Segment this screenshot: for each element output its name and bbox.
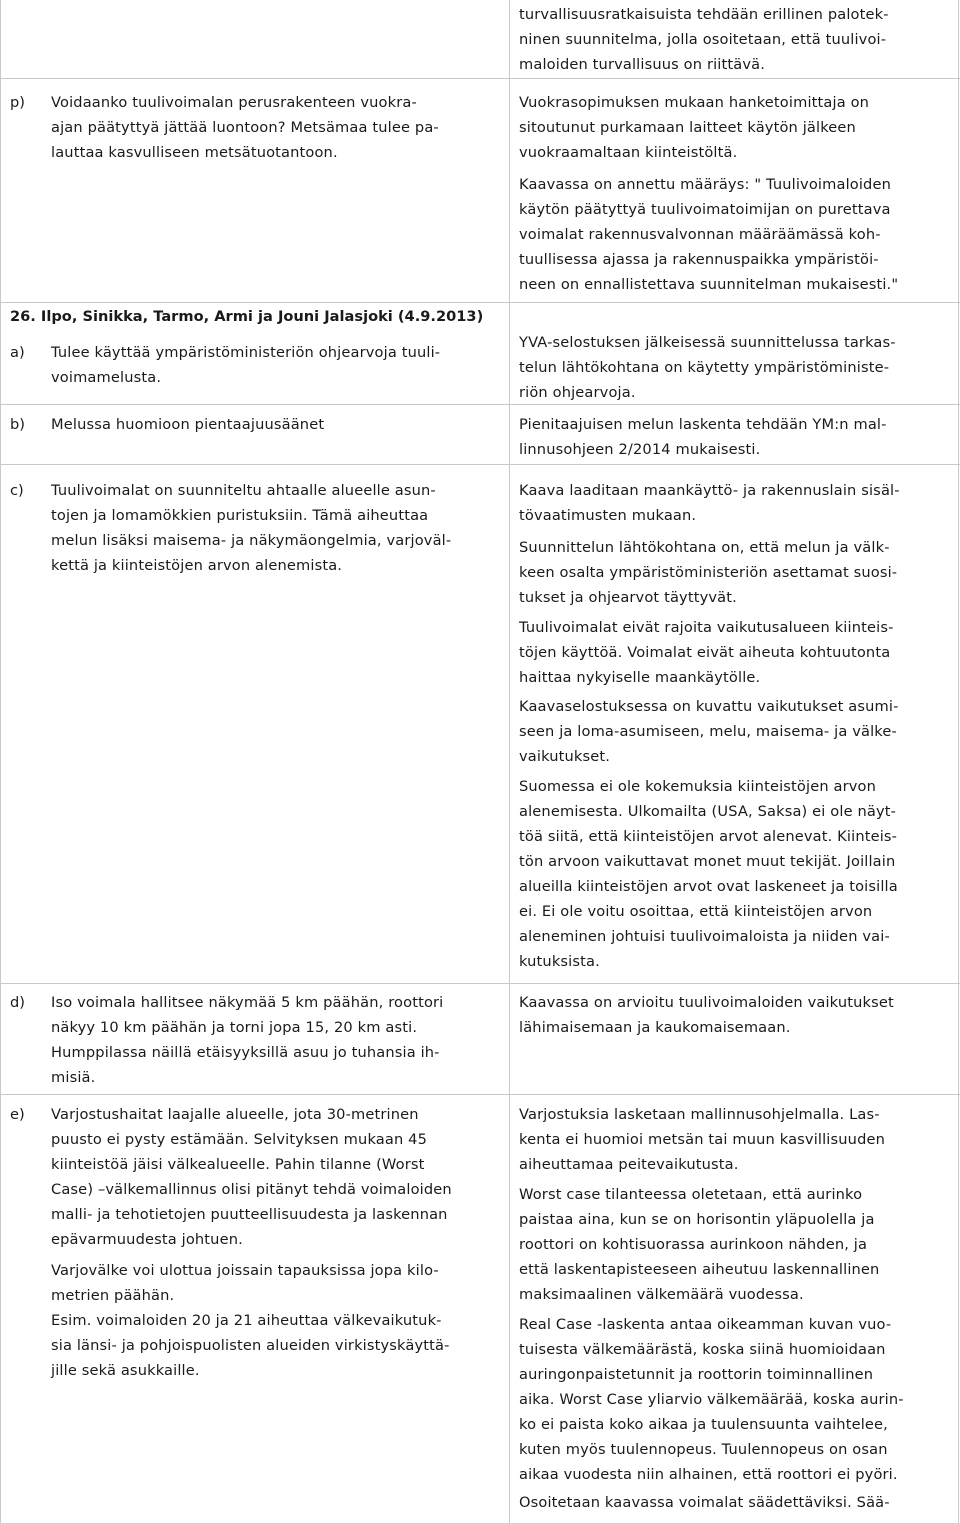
row-divider bbox=[0, 1094, 960, 1095]
answer-e-2: Worst case tilanteessa oletetaan, että aurinko paistaa aina, kun se on horisontin yläpuolella ja roottori on kohtisuorassa aurinkoon nähden, ja että laskentapisteeseen aiheutuu laskennallinen maksimaalinen välkemäärä vuodessa. bbox=[519, 1186, 880, 1303]
table-border-right bbox=[958, 0, 959, 1523]
item-label-a: a) bbox=[10, 344, 25, 361]
question-e-2: Varjovälke voi ulottua joissain tapauksissa jopa kilo- metrien päähän. bbox=[51, 1262, 439, 1304]
answer-c-4: Kaavaselostuksessa on kuvattu vaikutukset asumi- seen ja loma-asumiseen, melu, maisema- ja välke- vaikutukset. bbox=[519, 698, 899, 765]
question-b: Melussa huomioon pientaajuusäänet bbox=[51, 416, 325, 433]
answer-a: YVA-selostuksen jälkeisessä suunnittelussa tarkas- telun lähtökohtana on käytetty ympäristöministe- riön ohjearvoja. bbox=[519, 334, 896, 401]
answer-d: Kaavassa on arvioitu tuulivoimaloiden vaikutukset lähimaisemaan ja kaukomaisemaan. bbox=[519, 994, 894, 1036]
column-divider bbox=[509, 0, 510, 1523]
answer-e-3: Real Case -laskenta antaa oikeamman kuvan vuo- tuisesta välkemäärästä, koska siinä huomioidaan auringonpaistetunnit ja roottorin toiminnallinen aika. Worst Case yliarvio välkemäärää, koska aurin- ko ei paista koko aikaa ja tuulensuunta vaihtelee, kuten myös tuulennopeus. Tuulennopeus on osan aikaa vuodesta niin alhainen, että roottori ei pyöri. bbox=[519, 1316, 904, 1483]
answer-c-5: Suomessa ei ole kokemuksia kiinteistöjen arvon alenemisesta. Ulkomailta (USA, Saksa) ei ole näyt- töä siitä, että kiinteistöjen arvot alenevat. Kiinteis- tön arvoon vaikuttavat monet muut tekijät. Joillain alueilla kiinteistöjen arvot ovat laskeneet ja toisilla ei. Ei ole voitu osoittaa, että kiinteistöjen arvon aleneminen johtuisi tuulivoimaloista ja niiden vai- kutuksista. bbox=[519, 778, 898, 970]
row-divider bbox=[0, 302, 960, 303]
question-c: Tuulivoimalat on suunniteltu ahtaalle alueelle asun- tojen ja lomamökkien puristuksiin. Tämä aiheuttaa melun lisäksi maisema- ja näkymäongelmia, varjoväl- kettä ja kiinteistöjen arvon alenemista. bbox=[51, 482, 452, 574]
question-p: Voidaanko tuulivoimalan perusrakenteen vuokra- ajan päätyttyä jättää luontoon? Metsämaa tulee pa- lauttaa kasvulliseen metsätuotantoon. bbox=[51, 94, 439, 161]
item-label-d: d) bbox=[10, 994, 25, 1011]
item-label-e: e) bbox=[10, 1106, 25, 1123]
answer-c-1: Kaava laaditaan maankäyttö- ja rakennuslain sisäl- tövaatimusten mukaan. bbox=[519, 482, 900, 524]
answer-c-3: Tuulivoimalat eivät rajoita vaikutusalueen kiinteis- töjen käyttöä. Voimalat eivät aiheuta kohtuutonta haittaa nykyiselle maankäytölle. bbox=[519, 619, 894, 686]
answer-p-2: Kaavassa on annettu määräys: " Tuulivoimaloiden käytön päätyttyä tuulivoimatoimijan on purettava voimalat rakennusvalvonnan määräämässä koh- tuullisessa ajassa ja rakennuspaikka ympäristöi- neen on ennallistettava suunnitelman mukaisesti." bbox=[519, 176, 899, 293]
answer-e-4: Osoitetaan kaavassa voimalat säädettäviksi. Sää- bbox=[519, 1494, 890, 1511]
section-heading: 26. Ilpo, Sinikka, Tarmo, Armi ja Jouni Jalasjoki (4.9.2013) bbox=[10, 308, 484, 325]
item-label-c: c) bbox=[10, 482, 24, 499]
row-divider bbox=[0, 464, 960, 465]
answer-p-1: Vuokrasopimuksen mukaan hanketoimittaja on sitoutunut purkamaan laitteet käytön jälkeen vuokraamaltaan kiinteistöltä. bbox=[519, 94, 870, 161]
row-divider bbox=[0, 78, 960, 79]
answer-c-2: Suunnittelun lähtökohtana on, että melun ja välk- keen osalta ympäristöministeriön asettamat suosi- tukset ja ohjearvot täyttyvät. bbox=[519, 539, 898, 606]
answer-continuation: turvallisuusratkaisuista tehdään erillinen palotek- ninen suunnitelma, jolla osoitetaan, että tuulivoi- maloiden turvallisuus on riittävä. bbox=[519, 6, 889, 73]
table-border-left bbox=[0, 0, 1, 1523]
question-e-1: Varjostushaitat laajalle alueelle, jota 30-metrinen puusto ei pysty estämään. Selvityksen mukaan 45 kiinteistöä jäisi välkealueelle. Pahin tilanne (Worst Case) –välkemallinnus olisi pitänyt tehdä voimaloiden malli- ja tehotietojen puutteellisuudesta ja laskennan epävarmuudesta johtuen. bbox=[51, 1106, 452, 1248]
row-divider bbox=[0, 983, 960, 984]
answer-e-1: Varjostuksia lasketaan mallinnusohjelmalla. Las- kenta ei huomioi metsän tai muun kasvillisuuden aiheuttamaa peitevaikutusta. bbox=[519, 1106, 886, 1173]
question-e-3: Esim. voimaloiden 20 ja 21 aiheuttaa välkevaikutuk- sia länsi- ja pohjoispuolisten alueiden virkistyskäyttä- jille sekä asukkaille. bbox=[51, 1312, 450, 1379]
answer-b: Pienitaajuisen melun laskenta tehdään YM:n mal- linnusohjeen 2/2014 mukaisesti. bbox=[519, 416, 887, 458]
item-label-p: p) bbox=[10, 94, 25, 111]
question-d: Iso voimala hallitsee näkymää 5 km päähän, roottori näkyy 10 km päähän ja torni jopa 15, 20 km asti. Humppilassa näillä etäisyyksillä asuu jo tuhansia ih- misiä. bbox=[51, 994, 444, 1086]
question-a: Tulee käyttää ympäristöministeriön ohjearvoja tuuli- voimamelusta. bbox=[51, 344, 441, 386]
item-label-b: b) bbox=[10, 416, 25, 433]
